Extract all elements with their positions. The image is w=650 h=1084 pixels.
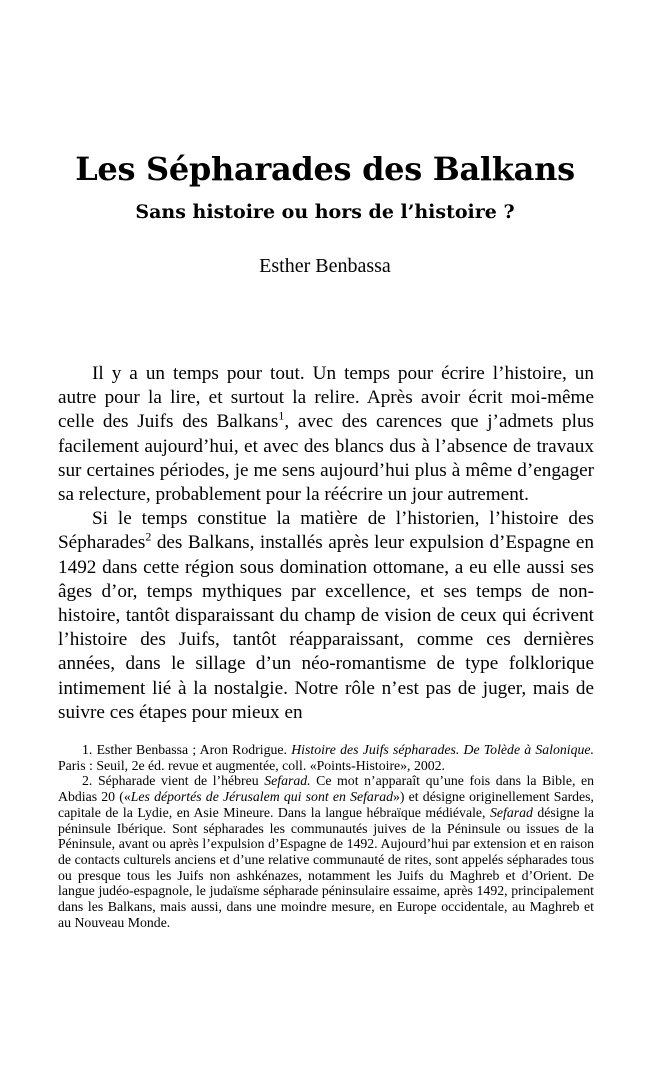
footnote-1-number: 1.: [82, 742, 93, 757]
article-author: Esther Benbassa: [259, 255, 391, 277]
footnote-ref-2: 2: [145, 530, 152, 545]
paragraph-1-text-b: , avec des carences que j’admets plus facilement aujourd’hui, et avec des blancs dus à l’absence de travaux sur certaines périodes, je me sens aujourd’hui plus à même d’engager sa relecture, probablement pour la réécrire un jour autrement.: [58, 411, 595, 506]
footnote-2-text-d: désigne la péninsule Ibérique. Sont sépharades les communautés juives de la Péninsule ou issues de la Péninsule, avant ou après l’expulsion d’Espagne de 1492. Aujourd’hui par extension et en raison de contacts culturels anciens et d’une relative communauté de rites, sont appelés sépharades tous ou presque tous les Juifs non ashkénazes, notamment les Juifs du Maghreb et d’Orient. De langue judéo-espagnole, le judaïsme sépharade péninsulaire essaime, après 1492, principalement dans les Balkans, mais aussi, dans une moindre mesure, en Europe occidentale, au Maghreb et au Nouveau Monde.: [58, 804, 594, 930]
footnote-2-term-1: Sefarad.: [264, 773, 311, 789]
article-title: Les Sépharades des Balkans: [75, 150, 575, 188]
footnotes: [58, 742, 594, 930]
footnote-1: [58, 742, 594, 773]
footnote-ref-1: 1: [278, 409, 285, 424]
paragraph-2-text-a: Si le temps constitue la matière de l’historien, l’histoire des Sépharades: [58, 508, 594, 554]
body-text: [58, 362, 594, 725]
footnote-1-text-b: Paris : Seuil, 2e éd. revue et augmentée, coll. «Points-Histoire», 2002.: [58, 757, 445, 773]
footnote-2-quote: Les déportés de Jérusalem qui sont en Sefarad: [130, 789, 393, 805]
footnote-2-text-c: ») et désigne originellement Sardes, capitale de la Lydie, en Asie Mineure. Dans la langue hébraïque médiévale,: [58, 789, 595, 820]
footnote-2: [58, 773, 594, 930]
paragraph-2: [58, 507, 594, 725]
footnote-1-work-title: Histoire des Juifs sépharades. De Tolède à Salonique.: [291, 742, 595, 757]
footnote-2-number: 2.: [82, 773, 93, 789]
footnote-1-text-a: Esther Benbassa ; Aron Rodrigue.: [96, 742, 292, 757]
footnote-2-term-2: Sefarad: [489, 804, 533, 820]
paragraph-1-text-a: Il y a un temps pour tout. Un temps pour écrire l’histoire, un autre pour la lire, et surtout la relire. Après avoir écrit moi-même celle des Juifs des Balkans: [58, 363, 594, 433]
footnote-2-text-b: Ce mot n’apparaît qu’une fois dans la Bible, en Abdias 20 («: [58, 773, 595, 805]
footnote-2-text-a: Sépharade vient de l’hébreu: [97, 773, 265, 789]
article-subtitle: Sans histoire ou hors de l’histoire ?: [135, 201, 515, 223]
paragraph-1: [58, 362, 594, 507]
paragraph-2-text-b: des Balkans, installés après leur expulsion d’Espagne en 1492 dans cette région sous domination ottomane, a eu elle aussi ses âges d’or, temps mythiques par excellence, et ses temps de non-histoire, tantôt disparaissant du champ de vision de ceux qui écrivent l’histoire des Juifs, tantôt réapparaissant, comme ces dernières années, dans le sillage d’un néo-romantisme de type folklorique intimement lié à la nostalgie. Notre rôle n’est pas de juger, mais de suivre ces étapes pour mieux en: [58, 532, 594, 723]
